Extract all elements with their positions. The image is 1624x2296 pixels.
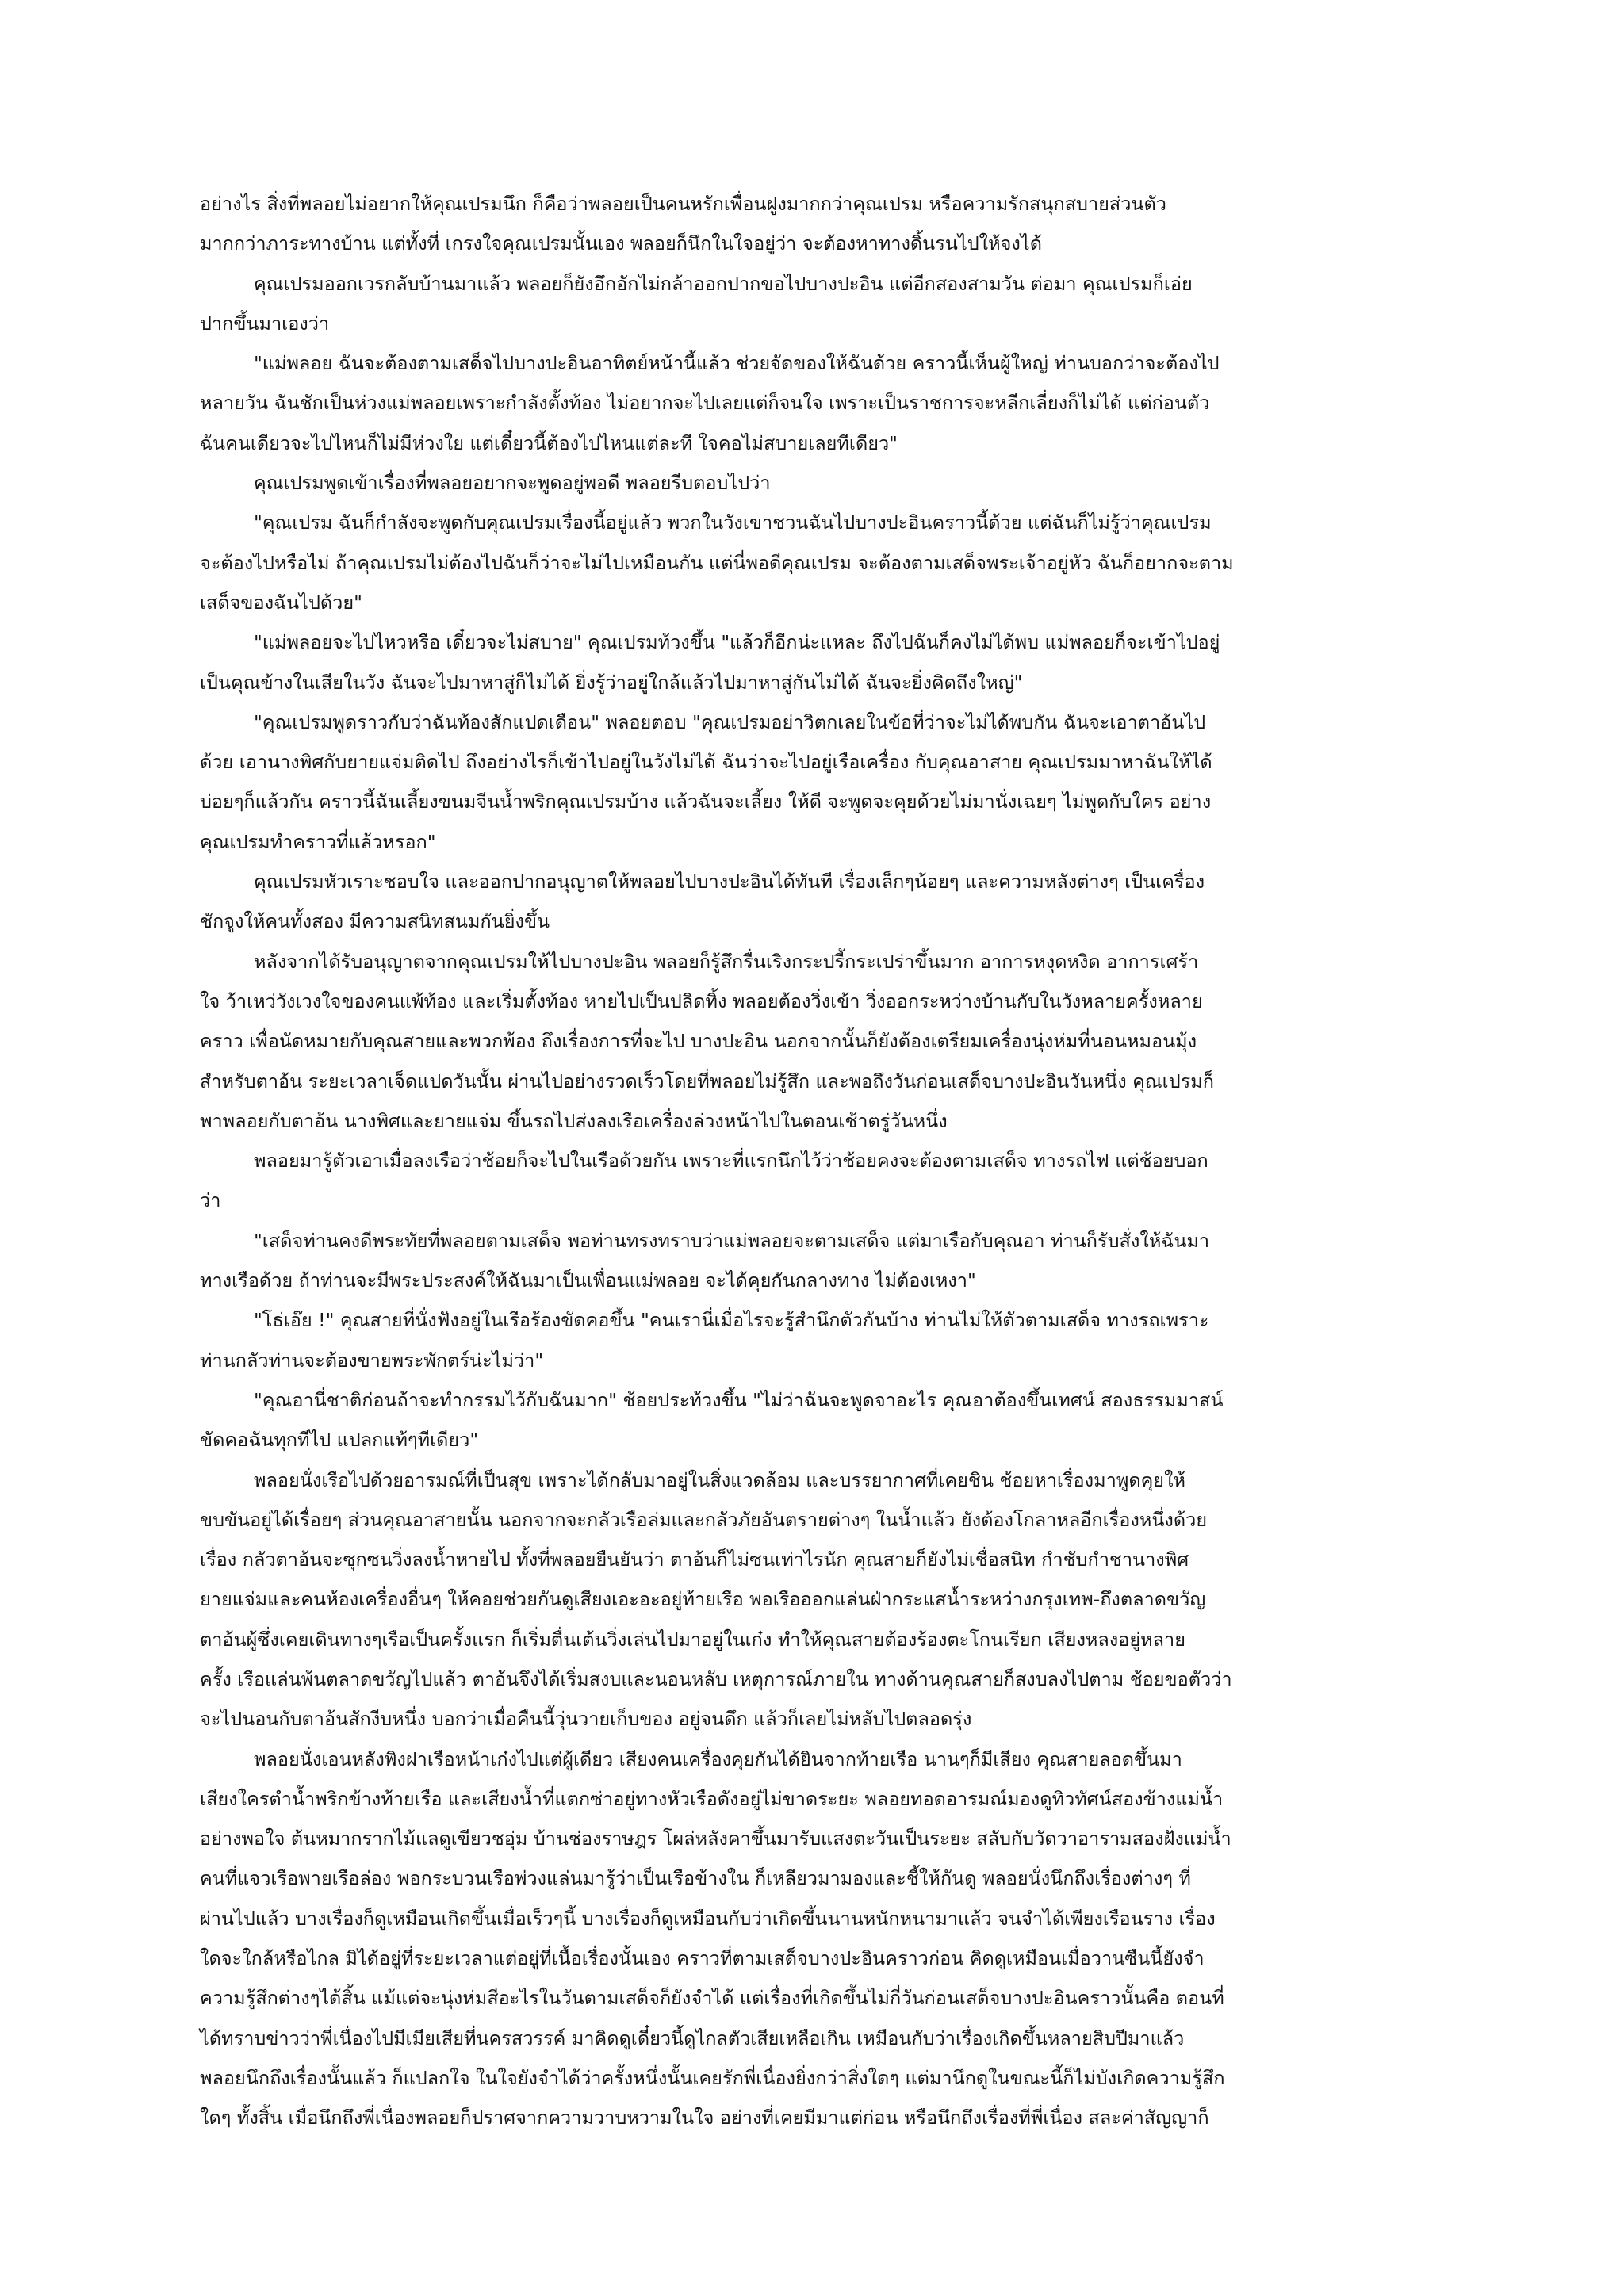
text-line: ว่า: [200, 1189, 221, 1212]
text-line: "แม่พลอยจะไปไหวหรือ เดี๋ยวจะไม่สบาย" คุณเปรมท้วงขึ้น "แล้วก็อีกน่ะแหละ ถึงไปฉันก็คงไม่ได้พบ แม่พลอยก็จะเข้าไปอยู่: [254, 631, 1220, 654]
text-line: หลังจากได้รับอนุญาตจากคุณเปรมให้ไปบางปะอิน พลอยก็รู้สึกรื่นเริงกระปรี้กระเปร่าขึ้นมาก อาการหงุดหงิด อาการเศร้า: [254, 950, 1199, 973]
text-line: เรื่อง กลัวตาอ้นจะซุกซนวิ่งลงน้ำหายไป ทั้งที่พลอยยืนยันว่า ตาอ้นก็ไม่ซนเท่าไรนัก คุณสายก็ยังไม่เชื่อสนิท กำชับกำชานางพิศ: [200, 1548, 1189, 1571]
paragraph: [200, 503, 1437, 622]
paragraph: [200, 1739, 1437, 2138]
text-line: คุณเปรมพูดเข้าเรื่องที่พลอยอยากจะพูดอยู่พอดี พลอยรีบตอบไปว่า: [254, 472, 771, 495]
text-line: อย่างไร สิ่งที่พลอยไม่อยากให้คุณเปรมนึก ก็คือว่าพลอยเป็นคนหรักเพื่อนฝูงมากกว่าคุณเปรม หรือความรักสนุกสบายส่วนตัว: [200, 193, 1166, 215]
body-text: [200, 184, 1437, 2138]
text-line: พลอยนึกถึงเรื่องนั้นแล้ว ก็แปลกใจ ในใจยังจำได้ว่าครั้งหนึ่งนั้นเคยรักพี่เนื่องยิ่งกว่าสิ่งใดๆ แต่มานึกดูในขณะนี้ก็ไม่บังเกิดความรู้สึก: [200, 2066, 1225, 2089]
paragraph: [200, 463, 1437, 503]
text-line: พลอยนั่งเรือไปด้วยอารมณ์ที่เป็นสุข เพราะได้กลับมาอยู่ในสิ่งแวดล้อม และบรรยากาศที่เคยชิน ช้อยหาเรื่องมาพูดคุยให้: [254, 1468, 1186, 1491]
text-line: ฉันคนเดียวจะไปไหนก็ไม่มีห่วงใย แต่เดี๋ยวนี้ต้องไปไหนแต่ละที ใจคอไม่สบายเลยทีเดียว": [200, 431, 898, 454]
text-line: อย่างพอใจ ต้นหมากรากไม้แลดูเขียวชอุ่ม บ้านช่องราษฎร โผล่หลังคาขึ้นมารับแสงตะวันเป็นระยะ สลับกับวัดวาอารามสองฝั่งแม่น้ำ: [200, 1827, 1231, 1850]
text-line: ยายแจ่มและคนห้องเครื่องอื่นๆ ให้คอยช่วยกันดูเสียงเอะอะอยู่ท้ายเรือ พอเรือออกแล่นฝ่ากระแสน้ำระหว่างกรุงเทพ-ถึงตลาดขวัญ: [200, 1588, 1206, 1611]
text-line: คุณเปรมออกเวรกลับบ้านมาแล้ว พลอยก็ยังอึกอักไม่กล้าออกปากขอไปบางปะอิน แต่อีกสองสามวัน ต่อมา คุณเปรมก็เอ่ย: [254, 272, 1193, 295]
paragraph: [200, 1141, 1437, 1221]
paragraph: [200, 1460, 1437, 1739]
text-line: "โธ่เอ๊ย !" คุณสายที่นั่งฟังอยู่ในเรือร้องขัดคอขึ้น "คนเรานี่เมื่อไรจะรู้สำนึกตัวกันบ้าง ท่านไม่ให้ตัวตามเสด็จ ทางรถเพราะ: [254, 1309, 1209, 1332]
text-line: ใดจะใกล้หรือไกล มิได้อยู่ที่ระยะเวลาแต่อยู่ที่เนื้อเรื่องนั้นเอง คราวที่ตามเสด็จบางปะอินคราวก่อน คิดดูเหมือนเมื่อวานซืนนี้ยังจำ: [200, 1947, 1205, 1970]
text-line: พลอยนั่งเอนหลังพิงฝาเรือหน้าเก๋งไปแต่ผู้เดียว เสียงคนเครื่องคุยกันได้ยินจากท้ายเรือ นานๆก็มีเสียง คุณสายลอดขึ้นมา: [254, 1747, 1182, 1770]
text-line: ปากขึ้นมาเองว่า: [200, 312, 330, 335]
text-line: ใดๆ ทั้งสิ้น เมื่อนึกถึงพี่เนื่องพลอยก็ปราศจากความวาบหวามในใจ อย่างที่เคยมีมาแต่ก่อน หรือนึกถึงเรื่องที่พี่เนื่อง สละค่าสัญญาก็: [200, 2107, 1209, 2130]
paragraph: [200, 862, 1437, 942]
text-line: ผ่านไปแล้ว บางเรื่องก็ดูเหมือนเกิดขึ้นเมื่อเร็วๆนี้ บางเรื่องก็ดูเหมือนกับว่าเกิดขึ้นนานหนักหนามาแล้ว จนจำได้เพียงเรือนราง เรื่อง: [200, 1907, 1216, 1930]
text-line: จะไปนอนกับตาอ้นสักงีบหนึ่ง บอกว่าเมื่อคืนนี้วุ่นวายเก็บของ อยู่จนดึก แล้วก็เลยไม่หลับไปตลอดรุ่ง: [200, 1708, 972, 1731]
text-line: คุณเปรมหัวเราะชอบใจ และออกปากอนุญาตให้พลอยไปบางปะอินได้ทันที เรื่องเล็กๆน้อยๆ และความหลังต่างๆ เป็นเครื่อง: [254, 871, 1205, 894]
text-line: "เสด็จท่านคงดีพระทัยที่พลอยตามเสด็จ พอท่านทรงทราบว่าแม่พลอยจะตามเสด็จ แต่มาเรือกับคุณอา ท่านก็รับสั่งให้ฉันมา: [254, 1229, 1210, 1252]
text-line: ขัดคอฉันทุกทีไป แปลกแท้ๆทีเดียว": [200, 1429, 479, 1452]
text-line: คนที่แจวเรือพายเรือล่อง พอกระบวนเรือพ่วงแล่นมารู้ว่าเป็นเรือข้างใน ก็เหลียวมามองและชี้ให้กันดู พลอยนั่งนึกถึงเรื่องต่างๆ ที่: [200, 1867, 1191, 1890]
text-line: พาพลอยกับตาอ้น นางพิศและยายแจ่ม ขึ้นรถไปส่งลงเรือเครื่องล่วงหน้าไปในตอนเช้าตรู่วันหนึ่ง: [200, 1109, 948, 1132]
text-line: จะต้องไปหรือไม่ ถ้าคุณเปรมไม่ต้องไปฉันก็ว่าจะไม่ไปเหมือนกัน แต่นี่พอดีคุณเปรม จะต้องตามเสด็จพระเจ้าอยู่หัว ฉันก็อยากจะตาม: [200, 551, 1234, 574]
text-line: บ่อยๆก็แล้วกัน คราวนี้ฉันเลี้ยงขนมจีนน้ำพริกคุณเปรมบ้าง แล้วฉันจะเลี้ยง ให้ดี จะพูดจะคุยด้วยไม่มานั่งเฉยๆ ไม่พูดกับใคร อย่าง: [200, 790, 1212, 813]
paragraph: [200, 1300, 1437, 1380]
paragraph: [200, 622, 1437, 702]
paragraph: [200, 1221, 1437, 1301]
text-line: "คุณเปรมพูดราวกับว่าฉันท้องสักแปดเดือน" พลอยตอบ "คุณเปรมอย่าวิตกเลยในข้อที่ว่าจะไม่ได้พบกัน ฉันจะเอาตาอ้นไป: [254, 710, 1206, 733]
text-line: คราว เพื่อนัดหมายกับคุณสายและพวกพ้อง ถึงเรื่องการที่จะไป บางปะอิน นอกจากนั้นก็ยังต้องเตรียมเครื่องนุ่งห่มที่นอนหมอนมุ้ง: [200, 1030, 1197, 1053]
text-line: คุณเปรมทำคราวที่แล้วหรอก": [200, 830, 436, 853]
text-line: ตาอ้นผู้ซึ่งเคยเดินทางๆเรือเป็นครั้งแรก ก็เริ่มตื่นเต้นวิ่งเล่นไปมาอยู่ในเก๋ง ทำให้คุณสายต้องร้องตะโกนเรียก เสียงหลงอยู่หลาย: [200, 1628, 1186, 1651]
text-line: ท่านกลัวท่านจะต้องขายพระพักตร์น่ะไม่ว่า": [200, 1349, 544, 1372]
text-line: ขบขันอยู่ได้เรื่อยๆ ส่วนคุณอาสายนั้น นอกจากจะกลัวเรือล่มและกลัวภัยอันตรายต่างๆ ในน้ำแล้ว ยังต้องโกลาหลอีกเรื่องหนึ่งด้วย: [200, 1508, 1208, 1531]
paragraph: [200, 264, 1437, 344]
text-line: เสด็จของฉันไปด้วย": [200, 591, 362, 614]
text-line: ได้ทราบข่าวว่าพี่เนื่องไปมีเมียเสียที่นครสวรรค์ มาคิดดูเดี๋ยวนี้ดูไกลตัวเสียเหลือเกิน เหมือนกับว่าเรื่องเกิดขึ้นหลายสิบปีมาแล้ว: [200, 2026, 1185, 2049]
text-line: สำหรับตาอ้น ระยะเวลาเจ็ดแปดวันนั้น ผ่านไปอย่างรวดเร็วโดยที่พลอยไม่รู้สึก และพอถึงวันก่อนเสด็จบางปะอินวันหนึ่ง คุณเปรมก็: [200, 1070, 1214, 1093]
text-line: "คุณอานี่ชาติก่อนถ้าจะทำกรรมไว้กับฉันมาก" ช้อยประท้วงขึ้น "ไม่ว่าฉันจะพูดจาอะไร คุณอาต้องขึ้นเทศน์ สองธรรมมาสน์: [254, 1388, 1224, 1411]
text-line: ความรู้สึกต่างๆได้สิ้น แม้แต่จะนุ่งห่มสีอะไรในวันตามเสด็จก็ยังจำได้ แต่เรื่องที่เกิดขึ้นไม่กี่วันก่อนเสด็จบางปะอินคราวนั้นคือ ตอนที่: [200, 1987, 1224, 2010]
text-line: เป็นคุณข้างในเสียในวัง ฉันจะไปมาหาสู่ก็ไม่ได้ ยิ่งรู้ว่าอยู่ใกล้แล้วไปมาหาสู่กันไม่ได้ ฉันจะยิ่งคิดถึงใหญ่": [200, 671, 1023, 694]
text-line: มากกว่าภาระทางบ้าน แต่ทั้งที่ เกรงใจคุณเปรมนั้นเอง พลอยก็นึกในใจอยู่ว่า จะต้องหาทางดิ้นรนไปให้จงได้: [200, 232, 1042, 255]
text-line: ครั้ง เรือแล่นพ้นตลาดขวัญไปแล้ว ตาอ้นจึงได้เริ่มสงบและนอนหลับ เหตุการณ์ภายใน ทางด้านคุณสายก็สงบลงไปตาม ช้อยขอตัวว่า: [200, 1667, 1232, 1690]
paragraph: [200, 1380, 1437, 1460]
text-line: ทางเรือด้วย ถ้าท่านจะมีพระประสงค์ให้ฉันมาเป็นเพื่อนแม่พลอย จะได้คุยกันกลางทาง ไม่ต้องเหงา": [200, 1269, 976, 1292]
text-line: เสียงใครตำน้ำพริกข้างท้ายเรือ และเสียงน้ำที่แตกซ่าอยู่ทางหัวเรือดังอยู่ไม่ขาดระยะ พลอยทอดอารมณ์มองดูทิวทัศน์สองข้างแม่น้ำ: [200, 1787, 1224, 1810]
text-line: "คุณเปรม ฉันก็กำลังจะพูดกับคุณเปรมเรื่องนี้อยู่แล้ว พวกในวังเขาชวนฉันไปบางปะอินคราวนี้ด้วย แต่ฉันก็ไม่รู้ว่าคุณเปรม: [254, 511, 1212, 534]
text-line: พลอยมารู้ตัวเอาเมื่อลงเรือว่าช้อยก็จะไปในเรือด้วยกัน เพราะที่แรกนึกไว้ว่าช้อยคงจะต้องตามเสด็จ ทางรถไฟ แต่ช้อยบอก: [254, 1150, 1208, 1173]
text-line: "แม่พลอย ฉันจะต้องตามเสด็จไปบางปะอินอาทิตย์หน้านี้แล้ว ช่วยจัดของให้ฉันด้วย คราวนี้เห็นผู้ใหญ่ ท่านบอกว่าจะต้องไป: [254, 352, 1220, 375]
paragraph: [200, 343, 1437, 463]
paragraph: [200, 942, 1437, 1141]
text-line: ชักจูงให้คนทั้งสอง มีความสนิทสนมกันยิ่งขึ้น: [200, 910, 550, 933]
text-line: ด้วย เอานางพิศกับยายแจ่มติดไป ถึงอย่างไรก็เข้าไปอยู่ในวังไม่ได้ ฉันว่าจะไปอยู่เรือเครื่อง กับคุณอาสาย คุณเปรมมาหาฉันให้ได้: [200, 751, 1212, 774]
paragraph: [200, 184, 1437, 264]
text-line: หลายวัน ฉันชักเป็นห่วงแม่พลอยเพราะกำลังตั้งท้อง ไม่อยากจะไปเลยแต่ก็จนใจ เพราะเป็นราชการจะหลีกเลี่ยงก็ไม่ได้ แต่ก่อนตัว: [200, 392, 1210, 415]
paragraph: [200, 702, 1437, 862]
text-line: ใจ ว้าเหว่วังเวงใจของคนแพ้ท้อง และเริ่มตั้งท้อง หายไปเป็นปลิดทิ้ง พลอยต้องวิ่งเข้า วิ่งออกระหว่างบ้านกับในวังหลายครั้งหลาย: [200, 989, 1203, 1012]
